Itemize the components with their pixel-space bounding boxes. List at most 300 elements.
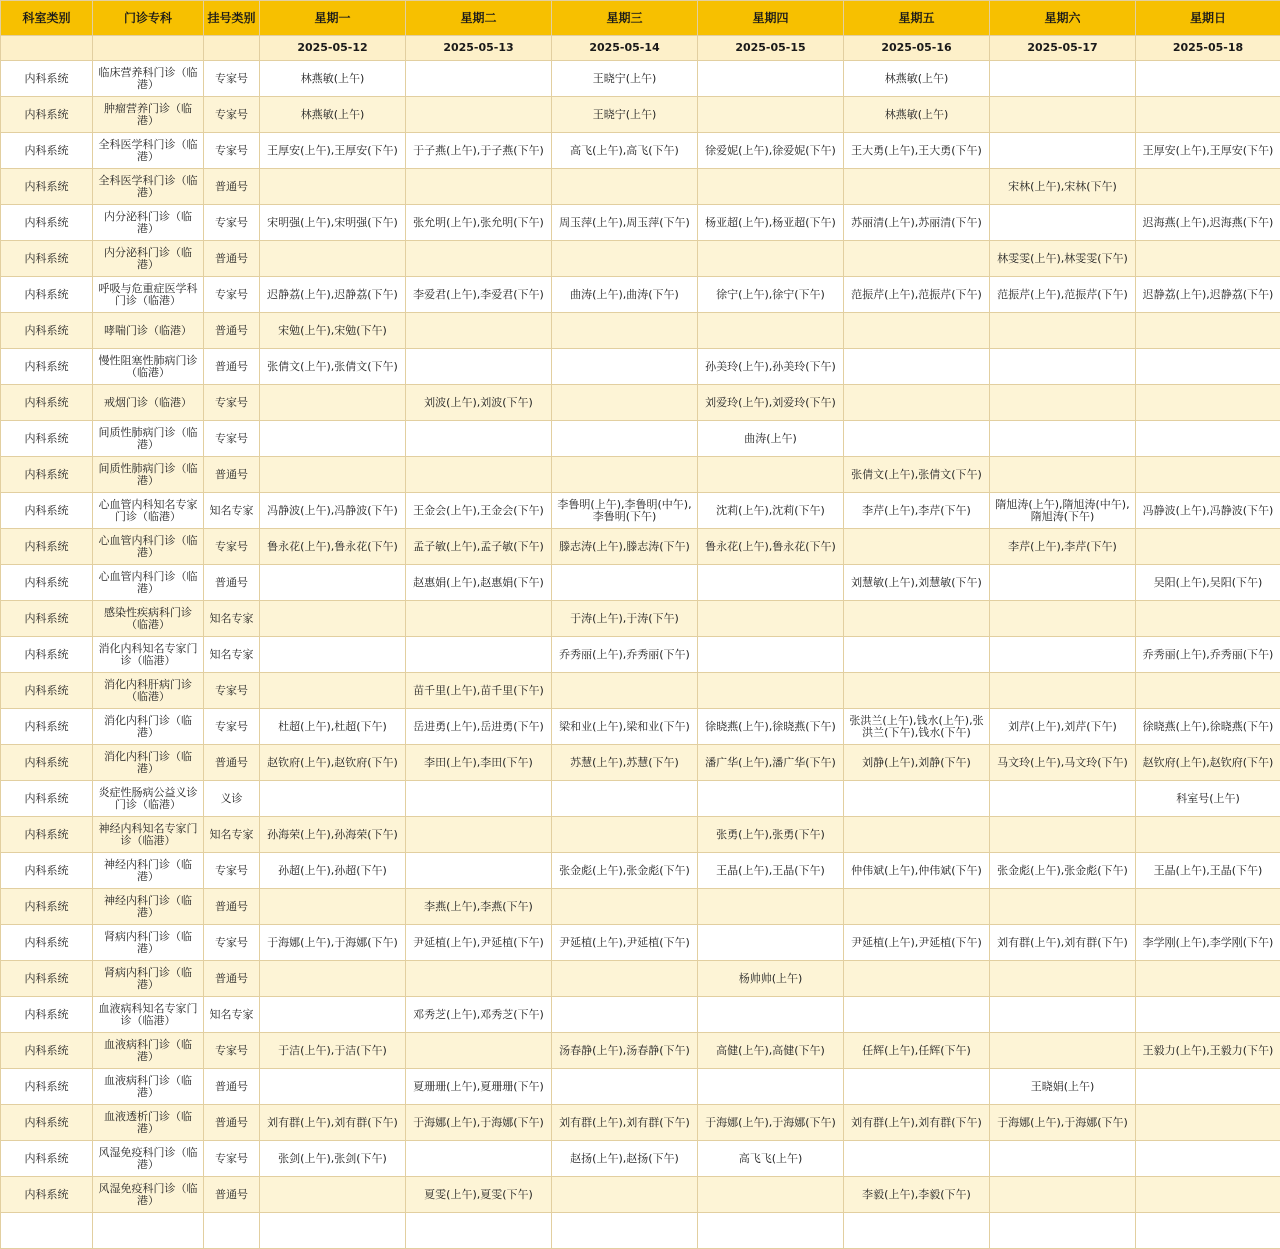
clinic-cell: 肿瘤营养门诊（临港）	[93, 97, 204, 133]
doctor-slot-cell: 张洪兰(上午),钱水(上午),张洪兰(下午),钱水(下午)	[844, 709, 990, 745]
clinic-cell: 感染性疾病科门诊（临港）	[93, 601, 204, 637]
doctor-slot-cell	[698, 781, 844, 817]
doctor-slot-cell	[260, 1177, 406, 1213]
doctor-slot-cell	[406, 817, 552, 853]
category-cell: 内科系统	[1, 169, 93, 205]
doctor-slot-cell: 李爱君(上午),李爱君(下午)	[406, 277, 552, 313]
table-row	[1, 745, 1280, 781]
doctor-slot-cell	[698, 889, 844, 925]
doctor-slot-cell	[406, 313, 552, 349]
doctor-slot-cell	[990, 673, 1136, 709]
table-row	[1, 241, 1280, 277]
col-header-day: 星期五	[844, 1, 990, 36]
doctor-slot-cell	[990, 421, 1136, 457]
doctor-slot-cell	[990, 817, 1136, 853]
doctor-slot-cell	[990, 781, 1136, 817]
date-cell: 2025-05-17	[990, 36, 1136, 61]
doctor-slot-cell	[990, 1033, 1136, 1069]
doctor-slot-cell	[1136, 1177, 1280, 1213]
reg-type-cell: 专家号	[204, 925, 260, 961]
doctor-slot-cell	[990, 565, 1136, 601]
category-cell: 内科系统	[1, 781, 93, 817]
clinic-cell: 哮喘门诊（临港）	[93, 313, 204, 349]
doctor-slot-cell	[260, 565, 406, 601]
doctor-slot-cell: 隋旭涛(上午),隋旭涛(中午),隋旭涛(下午)	[990, 493, 1136, 529]
doctor-slot-cell: 张允明(上午),张允明(下午)	[406, 205, 552, 241]
category-cell: 内科系统	[1, 1177, 93, 1213]
table-row	[1, 493, 1280, 529]
doctor-slot-cell	[1136, 169, 1280, 205]
clinic-cell: 肾病内科门诊（临港）	[93, 961, 204, 997]
doctor-slot-cell: 迟静荔(上午),迟静荔(下午)	[1136, 277, 1280, 313]
doctor-slot-cell: 宋勉(上午),宋勉(下午)	[260, 313, 406, 349]
doctor-slot-cell	[698, 925, 844, 961]
doctor-slot-cell: 赵惠娟(上午),赵惠娟(下午)	[406, 565, 552, 601]
doctor-slot-cell	[406, 241, 552, 277]
doctor-slot-cell: 王毅力(上午),王毅力(下午)	[1136, 1033, 1280, 1069]
doctor-slot-cell: 李毅(上午),李毅(下午)	[844, 1177, 990, 1213]
doctor-slot-cell: 乔秀丽(上午),乔秀丽(下午)	[1136, 637, 1280, 673]
reg-type-cell: 知名专家	[204, 601, 260, 637]
doctor-slot-cell	[552, 169, 698, 205]
col-header-reg-type: 挂号类别	[204, 1, 260, 36]
doctor-slot-cell	[260, 781, 406, 817]
category-cell: 内科系统	[1, 133, 93, 169]
doctor-slot-cell	[1136, 673, 1280, 709]
category-cell: 内科系统	[1, 997, 93, 1033]
category-cell: 内科系统	[1, 1141, 93, 1177]
doctor-slot-cell: 张剑(上午),张剑(下午)	[260, 1141, 406, 1177]
doctor-slot-cell	[844, 889, 990, 925]
table-row	[1, 1105, 1280, 1141]
table-row	[1, 781, 1280, 817]
clinic-cell: 风湿免疫科门诊（临港）	[93, 1141, 204, 1177]
doctor-slot-cell	[1136, 601, 1280, 637]
clinic-cell: 间质性肺病门诊（临港）	[93, 421, 204, 457]
doctor-slot-cell	[698, 241, 844, 277]
doctor-slot-cell	[552, 817, 698, 853]
doctor-slot-cell	[1136, 61, 1280, 97]
doctor-slot-cell: 迟静荔(上午),迟静荔(下午)	[260, 277, 406, 313]
doctor-slot-cell	[1136, 817, 1280, 853]
doctor-slot-cell	[260, 997, 406, 1033]
doctor-slot-cell: 孟子敏(上午),孟子敏(下午)	[406, 529, 552, 565]
doctor-slot-cell: 林燕敏(上午)	[260, 61, 406, 97]
date-cell: 2025-05-18	[1136, 36, 1280, 61]
doctor-slot-cell	[844, 673, 990, 709]
doctor-slot-cell: 王晓宁(上午)	[552, 97, 698, 133]
clinic-cell: 间质性肺病门诊（临港）	[93, 457, 204, 493]
doctor-slot-cell: 宋明强(上午),宋明强(下午)	[260, 205, 406, 241]
doctor-slot-cell: 冯静波(上午),冯静波(下午)	[260, 493, 406, 529]
table-row	[1, 601, 1280, 637]
doctor-slot-cell	[1136, 97, 1280, 133]
doctor-slot-cell	[990, 1177, 1136, 1213]
empty-cell	[1, 1213, 93, 1249]
date-cell-empty	[1, 36, 93, 61]
category-cell: 内科系统	[1, 457, 93, 493]
doctor-slot-cell	[406, 169, 552, 205]
doctor-slot-cell	[552, 313, 698, 349]
doctor-slot-cell: 孙超(上午),孙超(下午)	[260, 853, 406, 889]
clinic-cell: 心血管内科知名专家门诊（临港）	[93, 493, 204, 529]
reg-type-cell: 专家号	[204, 61, 260, 97]
table-row	[1, 313, 1280, 349]
clinic-cell: 心血管内科门诊（临港）	[93, 529, 204, 565]
empty-cell	[1136, 1213, 1280, 1249]
doctor-slot-cell	[552, 673, 698, 709]
reg-type-cell: 普通号	[204, 457, 260, 493]
doctor-slot-cell: 刘波(上午),刘波(下午)	[406, 385, 552, 421]
doctor-slot-cell	[1136, 529, 1280, 565]
doctor-slot-cell	[552, 565, 698, 601]
date-cell: 2025-05-16	[844, 36, 990, 61]
reg-type-cell: 普通号	[204, 169, 260, 205]
empty-cell	[204, 1213, 260, 1249]
clinic-cell: 全科医学科门诊（临港）	[93, 169, 204, 205]
doctor-slot-cell	[552, 457, 698, 493]
col-header-day: 星期六	[990, 1, 1136, 36]
reg-type-cell: 专家号	[204, 97, 260, 133]
table-row	[1, 961, 1280, 997]
doctor-slot-cell: 任辉(上午),任辉(下午)	[844, 1033, 990, 1069]
clinic-cell: 血液病科知名专家门诊（临港）	[93, 997, 204, 1033]
doctor-slot-cell	[698, 637, 844, 673]
doctor-slot-cell	[1136, 349, 1280, 385]
category-cell: 内科系统	[1, 925, 93, 961]
doctor-slot-cell	[552, 961, 698, 997]
doctor-slot-cell	[260, 169, 406, 205]
doctor-slot-cell	[844, 421, 990, 457]
reg-type-cell: 普通号	[204, 745, 260, 781]
category-cell: 内科系统	[1, 853, 93, 889]
doctor-slot-cell: 高健(上午),高健(下午)	[698, 1033, 844, 1069]
doctor-slot-cell: 尹延植(上午),尹延植(下午)	[844, 925, 990, 961]
clinic-cell: 呼吸与危重症医学科门诊（临港）	[93, 277, 204, 313]
reg-type-cell: 专家号	[204, 421, 260, 457]
doctor-slot-cell: 刘爱玲(上午),刘爱玲(下午)	[698, 385, 844, 421]
header-row	[1, 1, 1280, 36]
reg-type-cell: 普通号	[204, 1177, 260, 1213]
empty-cell	[406, 1213, 552, 1249]
table-row	[1, 1141, 1280, 1177]
doctor-slot-cell	[1136, 241, 1280, 277]
reg-type-cell: 知名专家	[204, 493, 260, 529]
table-row	[1, 997, 1280, 1033]
table-row	[1, 709, 1280, 745]
reg-type-cell: 专家号	[204, 277, 260, 313]
doctor-slot-cell	[698, 565, 844, 601]
doctor-slot-cell	[990, 133, 1136, 169]
doctor-slot-cell	[844, 637, 990, 673]
table-row	[1, 925, 1280, 961]
doctor-slot-cell	[698, 457, 844, 493]
doctor-slot-cell: 林燕敏(上午)	[844, 97, 990, 133]
doctor-slot-cell: 范振芹(上午),范振芹(下午)	[844, 277, 990, 313]
doctor-slot-cell: 杨帅帅(上午)	[698, 961, 844, 997]
doctor-slot-cell: 孙海荣(上午),孙海荣(下午)	[260, 817, 406, 853]
doctor-slot-cell	[844, 313, 990, 349]
doctor-slot-cell	[844, 961, 990, 997]
category-cell: 内科系统	[1, 745, 93, 781]
doctor-slot-cell	[990, 961, 1136, 997]
doctor-slot-cell	[1136, 385, 1280, 421]
reg-type-cell: 知名专家	[204, 637, 260, 673]
empty-cell	[260, 1213, 406, 1249]
table-row-empty	[1, 1213, 1280, 1249]
doctor-slot-cell	[990, 349, 1136, 385]
reg-type-cell: 专家号	[204, 853, 260, 889]
doctor-slot-cell	[552, 385, 698, 421]
date-cell: 2025-05-15	[698, 36, 844, 61]
doctor-slot-cell: 于海娜(上午),于海娜(下午)	[990, 1105, 1136, 1141]
category-cell: 内科系统	[1, 313, 93, 349]
doctor-slot-cell: 王厚安(上午),王厚安(下午)	[1136, 133, 1280, 169]
table-row	[1, 169, 1280, 205]
doctor-slot-cell: 仲伟斌(上午),仲伟斌(下午)	[844, 853, 990, 889]
doctor-slot-cell	[260, 601, 406, 637]
reg-type-cell: 普通号	[204, 961, 260, 997]
col-header-day: 星期三	[552, 1, 698, 36]
date-cell-empty	[93, 36, 204, 61]
doctor-slot-cell	[406, 637, 552, 673]
col-header-day: 星期日	[1136, 1, 1280, 36]
doctor-slot-cell: 尹延植(上午),尹延植(下午)	[406, 925, 552, 961]
doctor-slot-cell	[260, 889, 406, 925]
reg-type-cell: 专家号	[204, 709, 260, 745]
doctor-slot-cell: 于洁(上午),于洁(下午)	[260, 1033, 406, 1069]
doctor-slot-cell	[1136, 1105, 1280, 1141]
doctor-slot-cell	[552, 781, 698, 817]
reg-type-cell: 专家号	[204, 1033, 260, 1069]
category-cell: 内科系统	[1, 385, 93, 421]
doctor-slot-cell: 林燕敏(上午)	[844, 61, 990, 97]
doctor-slot-cell: 夏珊珊(上午),夏珊珊(下午)	[406, 1069, 552, 1105]
doctor-slot-cell	[698, 97, 844, 133]
doctor-slot-cell: 苏丽清(上午),苏丽清(下午)	[844, 205, 990, 241]
doctor-slot-cell: 科室号(上午)	[1136, 781, 1280, 817]
doctor-slot-cell	[990, 997, 1136, 1033]
doctor-slot-cell: 王金会(上午),王金会(下午)	[406, 493, 552, 529]
category-cell: 内科系统	[1, 673, 93, 709]
doctor-slot-cell: 李田(上午),李田(下午)	[406, 745, 552, 781]
doctor-slot-cell	[844, 385, 990, 421]
doctor-slot-cell: 林燕敏(上午)	[260, 97, 406, 133]
clinic-cell: 戒烟门诊（临港）	[93, 385, 204, 421]
doctor-slot-cell	[990, 637, 1136, 673]
doctor-slot-cell: 李鲁明(上午),李鲁明(中午),李鲁明(下午)	[552, 493, 698, 529]
doctor-slot-cell	[1136, 889, 1280, 925]
doctor-slot-cell	[1136, 457, 1280, 493]
table-row	[1, 385, 1280, 421]
doctor-slot-cell: 张倩文(上午),张倩文(下午)	[844, 457, 990, 493]
date-row	[1, 36, 1280, 61]
reg-type-cell: 专家号	[204, 133, 260, 169]
doctor-slot-cell	[1136, 421, 1280, 457]
doctor-slot-cell	[260, 385, 406, 421]
reg-type-cell: 普通号	[204, 1105, 260, 1141]
doctor-slot-cell: 宋林(上午),宋林(下午)	[990, 169, 1136, 205]
doctor-slot-cell	[698, 169, 844, 205]
col-header-clinic: 门诊专科	[93, 1, 204, 36]
doctor-slot-cell: 冯静波(上午),冯静波(下午)	[1136, 493, 1280, 529]
table-row	[1, 61, 1280, 97]
doctor-slot-cell: 张倩文(上午),张倩文(下午)	[260, 349, 406, 385]
reg-type-cell: 义诊	[204, 781, 260, 817]
reg-type-cell: 专家号	[204, 1141, 260, 1177]
doctor-slot-cell	[406, 1141, 552, 1177]
date-cell: 2025-05-14	[552, 36, 698, 61]
doctor-slot-cell: 曲涛(上午)	[698, 421, 844, 457]
table-row	[1, 817, 1280, 853]
doctor-slot-cell: 王厚安(上午),王厚安(下午)	[260, 133, 406, 169]
doctor-slot-cell: 于子燕(上午),于子燕(下午)	[406, 133, 552, 169]
doctor-slot-cell: 尹延植(上午),尹延植(下午)	[552, 925, 698, 961]
doctor-slot-cell	[844, 529, 990, 565]
reg-type-cell: 专家号	[204, 529, 260, 565]
clinic-cell: 消化内科肝病门诊（临港）	[93, 673, 204, 709]
doctor-slot-cell: 徐晓燕(上午),徐晓燕(下午)	[1136, 709, 1280, 745]
doctor-slot-cell	[698, 1069, 844, 1105]
category-cell: 内科系统	[1, 493, 93, 529]
doctor-slot-cell	[1136, 313, 1280, 349]
doctor-slot-cell: 王晓娟(上午)	[990, 1069, 1136, 1105]
category-cell: 内科系统	[1, 277, 93, 313]
clinic-cell: 肾病内科门诊（临港）	[93, 925, 204, 961]
doctor-slot-cell	[552, 421, 698, 457]
table-row	[1, 421, 1280, 457]
table-row	[1, 529, 1280, 565]
empty-cell	[990, 1213, 1136, 1249]
category-cell: 内科系统	[1, 1033, 93, 1069]
doctor-slot-cell: 赵扬(上午),赵扬(下午)	[552, 1141, 698, 1177]
doctor-slot-cell	[844, 241, 990, 277]
doctor-slot-cell	[260, 1069, 406, 1105]
doctor-slot-cell: 赵钦府(上午),赵钦府(下午)	[260, 745, 406, 781]
clinic-cell: 消化内科门诊（临港）	[93, 709, 204, 745]
doctor-slot-cell: 邓秀芝(上午),邓秀芝(下午)	[406, 997, 552, 1033]
doctor-slot-cell: 刘有群(上午),刘有群(下午)	[260, 1105, 406, 1141]
category-cell: 内科系统	[1, 1069, 93, 1105]
doctor-slot-cell: 徐宁(上午),徐宁(下午)	[698, 277, 844, 313]
doctor-slot-cell: 梁和业(上午),梁和业(下午)	[552, 709, 698, 745]
doctor-slot-cell: 王晶(上午),王晶(下午)	[698, 853, 844, 889]
clinic-cell: 慢性阻塞性肺病门诊（临港）	[93, 349, 204, 385]
doctor-slot-cell: 李学刚(上午),李学刚(下午)	[1136, 925, 1280, 961]
doctor-slot-cell: 刘芹(上午),刘芹(下午)	[990, 709, 1136, 745]
doctor-slot-cell	[698, 61, 844, 97]
schedule-body	[1, 61, 1280, 1249]
doctor-slot-cell: 赵钦府(上午),赵钦府(下午)	[1136, 745, 1280, 781]
doctor-slot-cell: 张勇(上午),张勇(下午)	[698, 817, 844, 853]
doctor-slot-cell: 夏雯(上午),夏雯(下午)	[406, 1177, 552, 1213]
empty-cell	[93, 1213, 204, 1249]
doctor-slot-cell	[990, 61, 1136, 97]
doctor-slot-cell: 李芹(上午),李芹(下午)	[990, 529, 1136, 565]
doctor-slot-cell: 鲁永花(上午),鲁永花(下午)	[698, 529, 844, 565]
table-row	[1, 889, 1280, 925]
reg-type-cell: 普通号	[204, 349, 260, 385]
clinic-cell: 消化内科知名专家门诊（临港）	[93, 637, 204, 673]
clinic-cell: 血液病科门诊（临港）	[93, 1033, 204, 1069]
doctor-slot-cell	[990, 457, 1136, 493]
doctor-slot-cell: 于海娜(上午),于海娜(下午)	[260, 925, 406, 961]
doctor-slot-cell	[844, 1069, 990, 1105]
doctor-slot-cell	[990, 205, 1136, 241]
doctor-slot-cell: 张金彪(上午),张金彪(下午)	[552, 853, 698, 889]
category-cell: 内科系统	[1, 349, 93, 385]
col-header-day: 星期四	[698, 1, 844, 36]
doctor-slot-cell: 张金彪(上午),张金彪(下午)	[990, 853, 1136, 889]
col-header-category: 科室类别	[1, 1, 93, 36]
doctor-slot-cell: 曲涛(上午),曲涛(下午)	[552, 277, 698, 313]
clinic-cell: 神经内科门诊（临港）	[93, 853, 204, 889]
table-row	[1, 637, 1280, 673]
doctor-slot-cell: 刘有群(上午),刘有群(下午)	[844, 1105, 990, 1141]
reg-type-cell: 普通号	[204, 889, 260, 925]
doctor-slot-cell	[406, 421, 552, 457]
doctor-slot-cell: 马文玲(上午),马文玲(下午)	[990, 745, 1136, 781]
reg-type-cell: 普通号	[204, 1069, 260, 1105]
doctor-slot-cell	[698, 997, 844, 1033]
doctor-slot-cell: 高飞飞(上午)	[698, 1141, 844, 1177]
table-row	[1, 133, 1280, 169]
doctor-slot-cell	[260, 241, 406, 277]
category-cell: 内科系统	[1, 565, 93, 601]
clinic-cell: 神经内科门诊（临港）	[93, 889, 204, 925]
clinic-cell: 内分泌科门诊（临港）	[93, 205, 204, 241]
reg-type-cell: 普通号	[204, 241, 260, 277]
doctor-slot-cell	[1136, 1141, 1280, 1177]
clinic-cell: 炎症性肠病公益义诊门诊（临港）	[93, 781, 204, 817]
doctor-slot-cell: 李燕(上午),李燕(下午)	[406, 889, 552, 925]
table-row	[1, 565, 1280, 601]
category-cell: 内科系统	[1, 97, 93, 133]
clinic-cell: 血液病科门诊（临港）	[93, 1069, 204, 1105]
doctor-slot-cell	[552, 349, 698, 385]
table-row	[1, 1069, 1280, 1105]
doctor-slot-cell	[406, 97, 552, 133]
doctor-slot-cell: 滕志涛(上午),滕志涛(下午)	[552, 529, 698, 565]
doctor-slot-cell	[552, 889, 698, 925]
category-cell: 内科系统	[1, 421, 93, 457]
doctor-slot-cell: 王晶(上午),王晶(下午)	[1136, 853, 1280, 889]
category-cell: 内科系统	[1, 889, 93, 925]
doctor-slot-cell: 孙美玲(上午),孙美玲(下午)	[698, 349, 844, 385]
doctor-slot-cell: 徐晓燕(上午),徐晓燕(下午)	[698, 709, 844, 745]
clinic-cell: 临床营养科门诊（临港）	[93, 61, 204, 97]
doctor-slot-cell	[844, 997, 990, 1033]
doctor-slot-cell	[406, 61, 552, 97]
clinic-cell: 神经内科知名专家门诊（临港）	[93, 817, 204, 853]
doctor-slot-cell	[1136, 997, 1280, 1033]
doctor-slot-cell	[260, 457, 406, 493]
doctor-slot-cell	[406, 853, 552, 889]
doctor-slot-cell: 乔秀丽(上午),乔秀丽(下午)	[552, 637, 698, 673]
doctor-slot-cell: 于海娜(上午),于海娜(下午)	[698, 1105, 844, 1141]
category-cell: 内科系统	[1, 817, 93, 853]
doctor-slot-cell	[552, 997, 698, 1033]
doctor-slot-cell: 潘广华(上午),潘广华(下午)	[698, 745, 844, 781]
doctor-slot-cell	[844, 781, 990, 817]
reg-type-cell: 专家号	[204, 385, 260, 421]
doctor-slot-cell: 苗千里(上午),苗千里(下午)	[406, 673, 552, 709]
doctor-slot-cell: 鲁永花(上午),鲁永花(下午)	[260, 529, 406, 565]
doctor-slot-cell	[406, 601, 552, 637]
doctor-slot-cell	[698, 313, 844, 349]
date-cell: 2025-05-13	[406, 36, 552, 61]
doctor-slot-cell	[260, 421, 406, 457]
